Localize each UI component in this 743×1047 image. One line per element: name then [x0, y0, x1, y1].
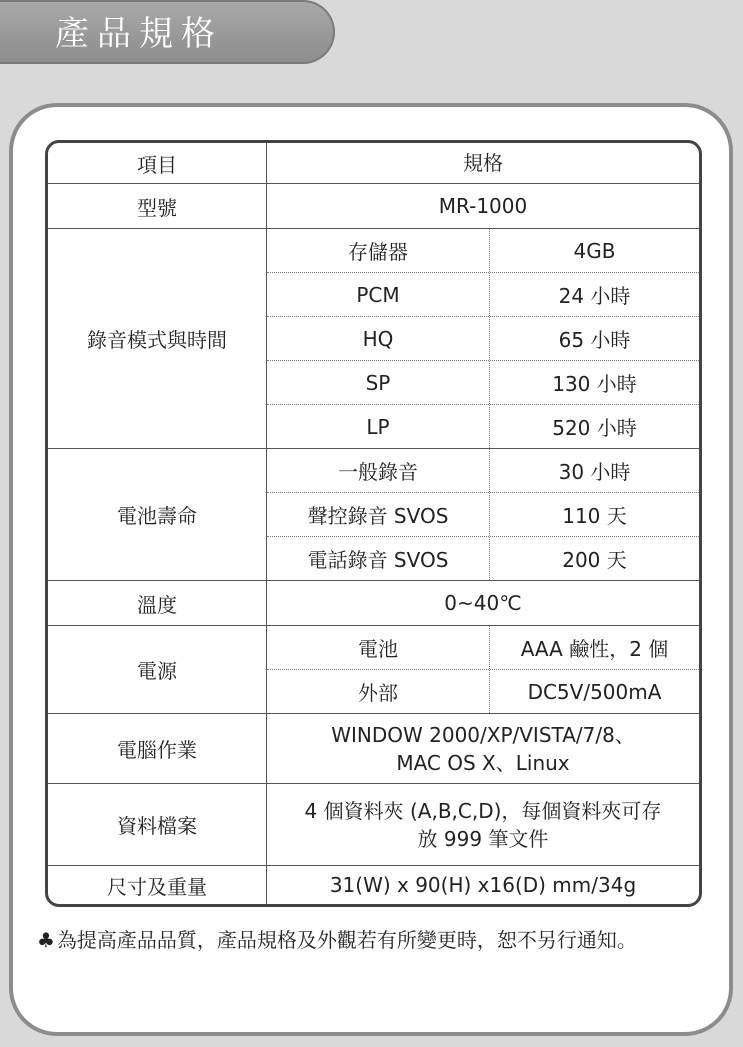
battery-mode-value: 30 小時 — [558, 460, 631, 484]
power-source-value: AAA 鹼性，2 個 — [520, 637, 669, 661]
battery-label: 電池壽命 — [48, 449, 267, 580]
recording-subtable — [267, 229, 699, 448]
power-source-row — [267, 669, 699, 713]
battery-mode-row — [267, 449, 699, 492]
os-row — [48, 713, 699, 783]
recording-mode-row — [267, 404, 699, 448]
battery-subtable — [267, 449, 699, 580]
footnote-text: 為提高產品品質，產品規格及外觀若有所變更時，恕不另行通知。 — [56, 928, 637, 952]
size-label: 尺寸及重量 — [48, 866, 267, 904]
recording-mode-value: 520 小時 — [552, 416, 637, 440]
temperature-row — [48, 580, 699, 625]
files-label: 資料檔案 — [48, 784, 267, 865]
files-line-1: 4 個資料夾 (A,B,C,D)，每個資料夾可存 — [304, 798, 662, 823]
size-value: 31(W) x 90(H) x16(D) mm/34g — [329, 873, 637, 897]
battery-mode-row — [267, 492, 699, 536]
battery-mode-row — [267, 536, 699, 580]
section-header — [0, 0, 335, 64]
os-line-2: MAC OS X、Linux — [396, 750, 570, 775]
temperature-label: 溫度 — [48, 581, 267, 625]
os-label: 電腦作業 — [48, 714, 267, 783]
battery-mode-value: 110 天 — [562, 504, 627, 528]
recording-mode-name: LP — [267, 405, 490, 448]
recording-row — [48, 228, 699, 448]
recording-mode-name: HQ — [267, 317, 490, 360]
club-icon: ♣ — [37, 928, 55, 952]
battery-mode-name: 電話錄音 SVOS — [267, 537, 490, 580]
power-label: 電源 — [48, 626, 267, 713]
recording-mode-name: PCM — [267, 273, 490, 316]
recording-mode-name: 存儲器 — [267, 229, 490, 272]
table-header-row — [48, 143, 699, 183]
header-spec: 規格 — [463, 151, 503, 175]
recording-label: 錄音模式與時間 — [48, 229, 267, 448]
recording-mode-name: SP — [267, 361, 490, 404]
recording-mode-row — [267, 272, 699, 316]
model-value: MR-1000 — [438, 194, 528, 218]
recording-mode-value: 4GB — [573, 238, 616, 263]
power-source-name: 外部 — [267, 670, 490, 713]
spec-panel — [9, 103, 733, 1036]
power-subtable — [267, 626, 699, 713]
recording-mode-row — [267, 316, 699, 360]
recording-mode-row — [267, 229, 699, 272]
files-value — [267, 784, 699, 865]
recording-mode-row — [267, 360, 699, 404]
recording-mode-value: 65 小時 — [558, 328, 631, 352]
power-source-value: DC5V/500mA — [527, 679, 662, 704]
recording-mode-value: 130 小時 — [552, 372, 637, 396]
power-row — [48, 625, 699, 713]
files-line-2: 放 999 筆文件 — [417, 826, 549, 851]
battery-row — [48, 448, 699, 580]
recording-mode-value: 24 小時 — [558, 284, 631, 308]
battery-mode-value: 200 天 — [562, 548, 627, 572]
page-title: 產品規格 — [55, 14, 223, 54]
power-source-row — [267, 626, 699, 669]
os-line-1: WINDOW 2000/XP/VISTA/7/8、 — [331, 722, 635, 747]
size-row — [48, 865, 699, 904]
battery-mode-name: 聲控錄音 SVOS — [267, 493, 490, 536]
header-item: 項目 — [48, 143, 267, 183]
temperature-value: 0~40℃ — [444, 591, 522, 615]
files-row — [48, 783, 699, 865]
os-value — [267, 714, 699, 783]
model-label: 型號 — [48, 184, 267, 228]
spec-table — [45, 140, 702, 907]
power-source-name: 電池 — [267, 626, 490, 669]
footnote — [37, 924, 637, 953]
battery-mode-name: 一般錄音 — [267, 449, 490, 492]
model-row — [48, 183, 699, 228]
